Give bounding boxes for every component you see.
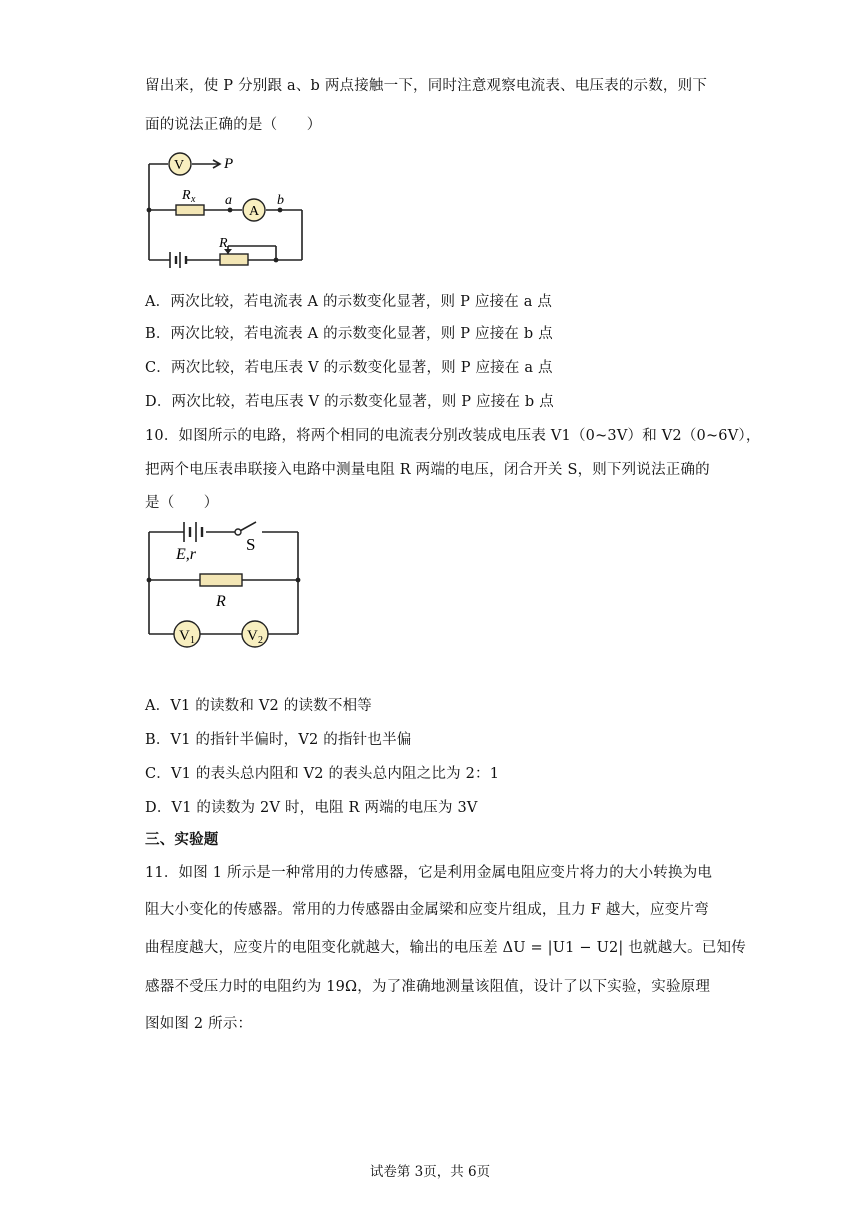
ammeter-label: A [249, 204, 260, 219]
q9-stem-line2: 面的说法正确的是（ ） [145, 117, 322, 133]
v1-subscript: 1 [190, 635, 195, 646]
q10-option-c: C．V1 的表头总内阻和 V2 的表头总内阻之比为 2：1 [145, 766, 500, 782]
point-a-label: a [225, 193, 232, 208]
q11-stem-line1: 11．如图 1 所示是一种常用的力传感器，它是利用金属电阻应变片将力的大小转换为电 [145, 865, 713, 881]
q11-stem-line4: 感器不受压力时的电阻约为 19Ω，为了准确地测量该阻值，设计了以下实验，实验原理 [145, 979, 711, 995]
v2-label: V [247, 628, 258, 644]
q11-stem-line2: 阻大小变化的传感器。常用的力传感器由金属梁和应变片组成，且力 F 越大，应变片弯 [145, 902, 709, 918]
q9-stem-line1: 留出来，使 P 分别跟 a、b 两点接触一下，同时注意观察电流表、电压表的示数，则下 [145, 78, 708, 94]
q9-option-c: C．两次比较，若电压表 V 的示数变化显著，则 P 应接在 a 点 [145, 360, 553, 376]
switch-label: S [246, 535, 256, 554]
rheostat-label: R [219, 236, 228, 251]
v2-subscript: 2 [258, 635, 263, 646]
q11-stem-line3: 曲程度越大，应变片的电阻变化就越大，输出的电压差 ΔU = |U1 − U2| 也就越大。已知传 [145, 940, 746, 956]
page-footer: 试卷第 3页，共 6页 [369, 1164, 491, 1180]
q10-stem-line2: 把两个电压表串联接入电路中测量电阻 R 两端的电压，闭合开关 S，则下列说法正确的 [145, 462, 710, 478]
q10-stem-line1: 10．如图所示的电路，将两个相同的电流表分别改装成电压表 V1（0~3V）和 V2（0~6V）， [145, 428, 761, 444]
q9-circuit-diagram [140, 148, 310, 268]
probe-p-label: P [224, 156, 234, 172]
q10-circuit-diagram [140, 516, 310, 646]
q10-option-b: B．V1 的指针半偏时，V2 的指针也半偏 [145, 732, 412, 748]
point-b-label: b [277, 193, 284, 208]
resistor-label: R [216, 593, 226, 610]
section-header-experiment: 三、实验题 [145, 831, 219, 848]
voltmeter-label: V [174, 158, 185, 173]
rx-label: R [182, 188, 191, 203]
v1-label: V [179, 628, 190, 644]
q10-option-a: A．V1 的读数和 V2 的读数不相等 [145, 698, 372, 714]
q10-stem-line3: 是（ ） [145, 495, 219, 511]
q11-stem-line5: 图如图 2 所示： [145, 1016, 253, 1032]
q9-option-d: D．两次比较，若电压表 V 的示数变化显著，则 P 应接在 b 点 [145, 394, 554, 410]
q10-option-d: D．V1 的读数为 2V 时，电阻 R 两端的电压为 3V [145, 800, 478, 816]
q9-option-b: B．两次比较，若电流表 A 的示数变化显著，则 P 应接在 b 点 [145, 326, 553, 342]
battery-label: E,r [176, 546, 196, 563]
rx-subscript: x [191, 194, 196, 205]
q9-option-a: A．两次比较，若电流表 A 的示数变化显著，则 P 应接在 a 点 [145, 294, 553, 310]
